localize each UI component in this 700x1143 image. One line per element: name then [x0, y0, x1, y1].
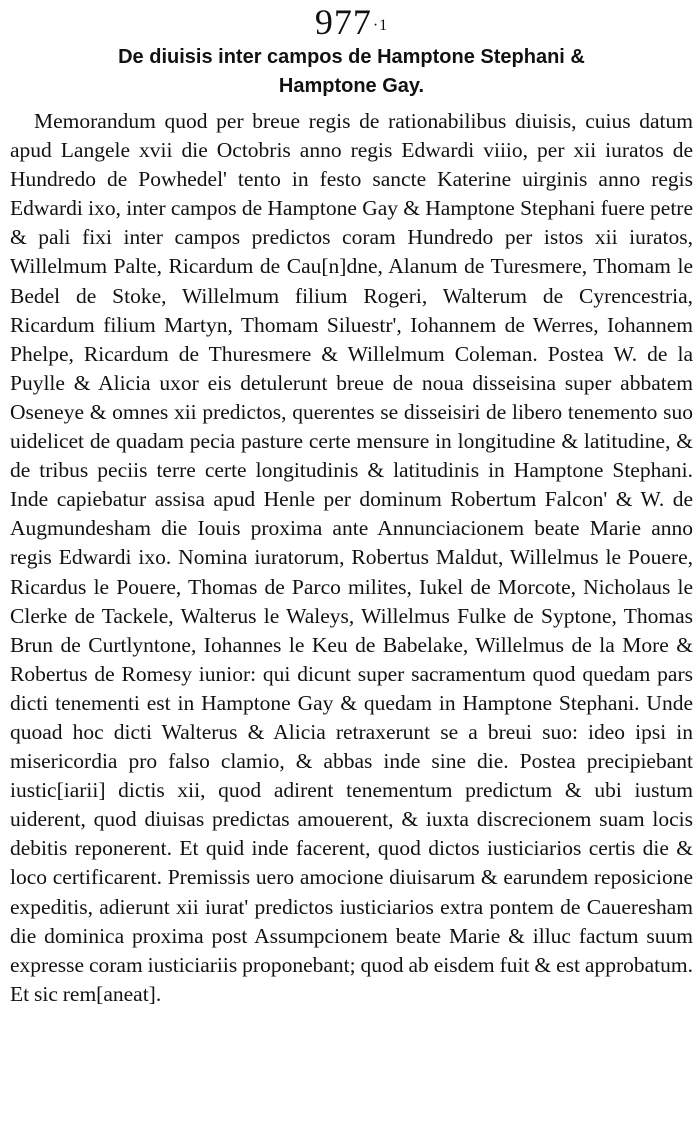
title-line-2: Hamptone Gay.	[278, 75, 425, 97]
title-line-1: De diuisis inter campos de Hamptone Stephani &	[118, 46, 585, 68]
document-title	[10, 43, 693, 101]
footnote-marker: ·1	[372, 17, 389, 34]
body-paragraph: Memorandum quod per breue regis de rationabilibus diuisis, cuius datum apud Langele xvii die Octobris anno regis Edwardi viiio, per xii iuratos de Hundredo de Powhedel' tento in festo sancte Katerine uirginis anno regis Edwardi ixo, inter campos de Hamptone Gay & Hamptone Stephani fuere petre & pali fixi inter campos predictos coram Hundredo per istos xii iuratos, Willelmum Palte, Ricardum de Cau[n]dne, Alanum de Turesmere, Thomam le Bedel de Stoke, Willelmum filium Rogeri, Walterum de Cyrencestria, Ricardum filium Martyn, Thomam Siluestr', Iohannem de Werres, Iohannem Phelpe, Ricardum de Thuresmere & Willelmum Coleman. Postea W. de la Puylle & Alicia uxor eis detulerunt breue de noua disseisina super abbatem Oseneye & omnes xii predictos, querentes se disseisiri de libero tenemento suo uidelicet de quadam pecia pasture certe mensure in longitudine & latitudine, & de tribus peciis terre certe longitudinis & latitudinis in Hamptone Stephani. Inde capiebatur assisa apud Henle per dominum Robertum Falcon' & W. de Augmundesham die Iouis proxima ante Annunciacionem beate Marie anno regis Edwardi ixo. Nomina iuratorum, Robertus Maldut, Willelmus le Pouere, Ricardus le Pouere, Thomas de Parco milites, Iukel de Morcote, Nicholaus le Clerke de Tackele, Walterus le Waleys, Willelmus Fulke de Syptone, Thomas Brun de Curtlyntone, Iohannes le Keu de Babelake, Willelmus de la More & Robertus de Romesy iunior: qui dicunt super sacramentum quod quedam pars dicti tenementi est in Hamptone Gay & quedam in Hamptone Stephani. Unde quoad hoc dicti Walterus & Alicia retraxerunt se a breui suo: ideo ipsi in misericordia pro falso clamio, & abbas inde sine die. Postea precipiebant iustic[iarii] dictis xii, quod adirent tenementum predictum & ubi iustum uiderent, quod diuisas predictas amouerent, & iuxta discrecionem suam locis debitis reponerent. Et quid inde facerent, quod dictos iusticiarios certis die & loco certificarent. Premissis uero amocione diuisarum & earundem reposicione expeditis, adierunt xii iurat' predictos iusticiarios extra pontem de Caueresham die dominica proxima post Assumpcionem beate Marie & illuc factum suum expresse coram iusticiariis proponebant; quod ab eisdem fuit & est approbatum. Et sic rem[aneat].	[10, 109, 693, 1006]
charter-number-heading	[10, 0, 693, 42]
charter-number: 977	[314, 2, 372, 42]
document-page	[10, 0, 693, 1009]
